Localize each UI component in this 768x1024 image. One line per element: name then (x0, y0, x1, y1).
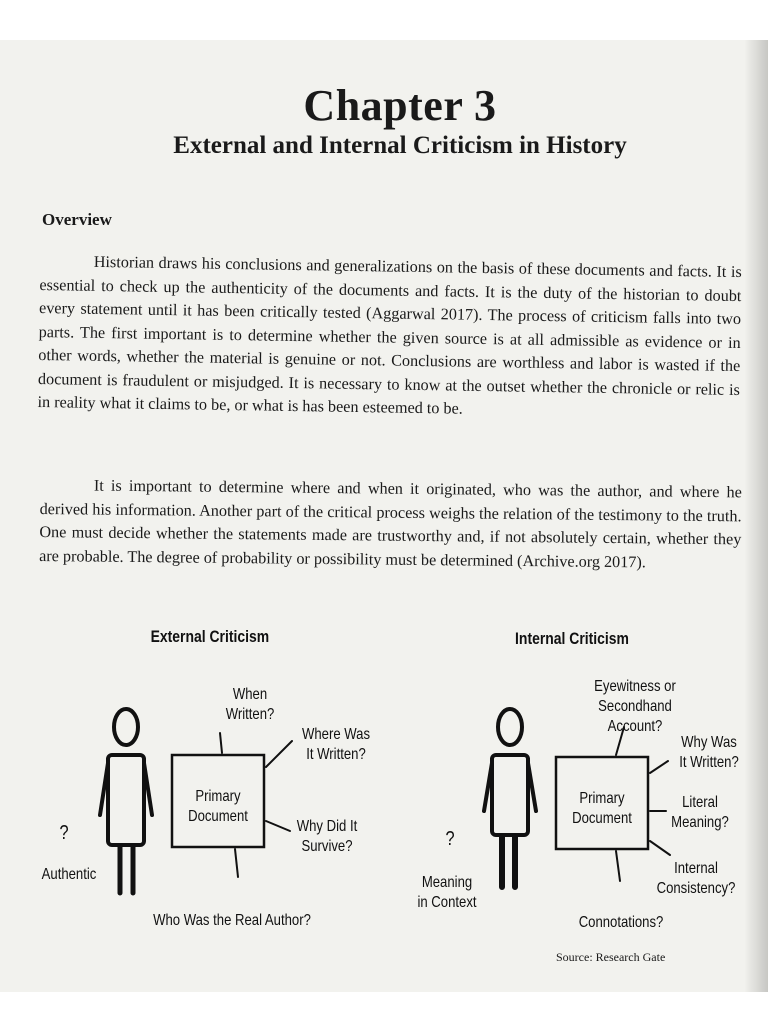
external-person-figure (100, 709, 152, 893)
chapter-subtitle: External and Internal Criticism in History (173, 132, 627, 159)
figure-source-credit: Source: Research Gate (556, 950, 666, 964)
label-who-was-the-real-author: Who Was the Real Author? (153, 912, 311, 929)
external-primary-document-label: Primary Document (188, 788, 248, 825)
internal-criticism-title: Internal Criticism (515, 629, 629, 648)
external-question-mark: ? (59, 822, 69, 844)
internal-person-figure (484, 709, 536, 887)
label-connotations: Connotations? (578, 914, 664, 931)
internal-question-mark: ? (445, 828, 455, 850)
internal-primary-document-label: Primary Document (572, 790, 632, 827)
scan-border-top (0, 0, 768, 40)
external-criticism-title: External Criticism (150, 627, 270, 646)
paragraph-2: It is important to determine where and when it originated, who was the author, and where he derived his information. Another part of the critical process weighs the relation of the testimony to the truth. One must decide whether the statements made are trustworthy and, if not absolutely certain, whether they are probable. The degree of probability or possibility must be determined (Archive.org 2017). (39, 476, 742, 571)
overview-heading: Overview (42, 210, 112, 229)
label-literal-meaning: Literal Meaning? (671, 794, 729, 831)
criticism-diagram (20, 615, 760, 975)
label-internal-consistency: Internal Consistency? (656, 860, 736, 897)
label-meaning-in-context: Meaning in Context (417, 874, 477, 911)
label-why-did-it-survive: Why Did It Survive? (296, 818, 358, 855)
paragraph-1: Historian draws his conclusions and generalizations on the basis of these documents and facts. It is essential to check up the authenticity of the documents and facts. It is the duty of the historian to doubt every statement until it has been critically tested (Aggarwal 2017). The process of criticism falls into two parts. The first important is to determine whether the given source is at all admissible as evidence or in other words, whether the material is genuine or not. Conclusions are worthless and labor is wasted if the document is fraudulent or misjudged. It is necessary to know at the outset whether the chronicle or relic is in reality what it claims to be, or what is has been esteemed to be. (37, 252, 742, 418)
label-authentic: Authentic (41, 866, 97, 883)
chapter-title: Chapter 3 (303, 81, 497, 130)
label-where-was-it-written: Where Was It Written? (301, 726, 371, 763)
label-eyewitness-or-secondhand: Eyewitness or Secondhand Account? (594, 678, 676, 735)
scan-border-bottom (0, 992, 768, 1024)
label-why-was-it-written: Why Was It Written? (679, 734, 739, 771)
label-when-written: When Written? (225, 686, 275, 723)
